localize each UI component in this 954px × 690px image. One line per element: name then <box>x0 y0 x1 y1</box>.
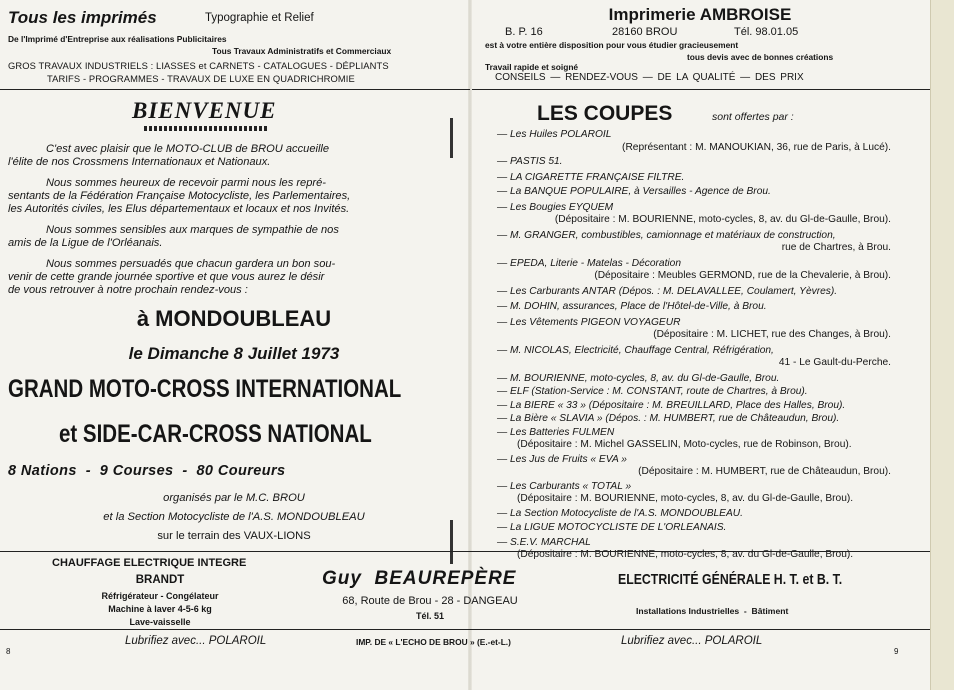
welcome-p3-l1: Nous sommes sensibles aux marques de sympathie de nos <box>46 224 339 236</box>
right-header-rule <box>472 89 930 90</box>
coupe-item: — Les Carburants ANTAR (Dépos. : M. DELAVALLEE, Coulamert, Yèvres). <box>497 285 838 297</box>
event-place: à MONDOUBLEAU <box>136 306 332 331</box>
coupe-item: — Les Batteries FULMEN (Dépositaire : M. Michel GASSELIN, Moto-cycles, rue de Robinson, Brou). <box>497 426 852 450</box>
event-org-2: et la Section Motocycliste de l'A.S. MONDOUBLEAU <box>103 511 365 523</box>
brandt-line3: Lave-vaisselle <box>129 617 191 627</box>
event-org-1: organisés par le M.C. BROU <box>163 492 305 504</box>
event-title-2: et SIDE-CAR-CROSS NATIONAL <box>59 420 372 448</box>
coupes-subtitle: sont offertes par : <box>712 111 794 123</box>
brandt-heading: CHAUFFAGE ELECTRIQUE INTEGRE <box>52 557 247 569</box>
brandt-line2: Machine à laver 4-5-6 kg <box>108 604 212 614</box>
coupe-item: — M. BOURIENNE, moto-cycles, 8, av. du Gl-de-Gaulle, Brou. <box>497 372 780 384</box>
coupe-item: — La Bière « SLAVIA » (Dépos. : M. HUMBERT, rue de Châteaudun, Brou). <box>497 413 840 424</box>
welcome-p1-l1: C'est avec plaisir que le MOTO-CLUB de BROU accueille <box>46 143 330 155</box>
coupe-item: — ELF (Station-Service : M. CONSTANT, route de Chartres, à Brou). <box>497 386 808 397</box>
footer-imprint: IMP. DE « L'ECHO DE BROU » (E.-et-L.) <box>356 637 511 647</box>
guy-name: Guy BEAUREPÈRE <box>322 568 517 589</box>
event-title-1: GRAND MOTO-CROSS INTERNATIONAL <box>8 375 402 403</box>
event-date: le Dimanche 8 Juillet 1973 <box>128 344 340 363</box>
footer-rule <box>0 629 930 630</box>
right-header-line3: Travail rapide et soigné <box>485 62 579 72</box>
left-header-line3: GROS TRAVAUX INDUSTRIELS : LIASSES et CARNETS - CATALOGUES - DÉPLIANTS <box>8 60 389 71</box>
coupe-item: — LA CIGARETTE FRANÇAISE FILTRE. <box>497 171 685 183</box>
welcome-p4-l1: Nous sommes persuadés que chacun gardera un bon sou- <box>46 258 336 270</box>
guy-address: 68, Route de Brou - 28 - DANGEAU <box>342 595 518 607</box>
guy-tel: Tél. 51 <box>415 611 444 621</box>
coupe-item: — La LIGUE MOTOCYCLISTE DE L'ORLEANAIS. <box>497 522 727 533</box>
welcome-p4-l3: de vous retrouver à notre prochain rendez-vous : <box>8 284 248 296</box>
coupe-item: — EPEDA, Literie - Matelas - Décoration (Dépositaire : Meubles GERMOND, rue de la Chevalerie, à Brou). <box>497 257 891 281</box>
coupe-item: — Les Huiles POLAROIL (Représentant : M. MANOUKIAN, 36, rue de Paris, à Lucé). <box>497 129 891 153</box>
coupe-item: — Les Bougies EYQUEM (Dépositaire : M. BOURIENNE, moto-cycles, 8, av. du Gl-de-Gaulle, Brou). <box>497 201 891 225</box>
coupes-list <box>497 129 891 562</box>
welcome-p2-l2: sentants de la Fédération Française Motocycliste, les Parlementaires, <box>8 190 351 202</box>
footer-lubrifiez-right: Lubrifiez avec... POLAROIL <box>621 635 763 647</box>
left-header-subtitle: Typographie et Relief <box>205 12 314 24</box>
coupes-title: LES COUPES <box>537 102 673 125</box>
coupe-item: — Les Carburants « TOTAL » (Dépositaire : M. BOURIENNE, moto-cycles, 8, av. du Gl-de-Gaulle, Brou). <box>497 480 854 504</box>
welcome-text <box>8 143 452 297</box>
left-header-title: Tous les imprimés <box>8 8 157 27</box>
coupe-item: — La Section Motocycliste de l'A.S. MONDOUBLEAU. <box>497 507 743 519</box>
elec-title: ELECTRICITÉ GÉNÉRALE H. T. et B. T. <box>618 571 843 588</box>
coupe-item: — M. NICOLAS, Electricité, Chauffage Central, Réfrigération, 41 - Le Gault-du-Perche. <box>497 344 891 368</box>
fold-mark <box>450 118 453 158</box>
coupe-item: — M. GRANGER, combustibles, camionnage et matériaux de construction, rue de Chartres, à Brou. <box>497 229 891 253</box>
right-header-slogan: CONSEILS — RENDEZ-VOUS — DE LA QUALITÉ — DES PRIX <box>495 72 804 83</box>
footer-lubrifiez-left: Lubrifiez avec... POLAROIL <box>125 635 267 647</box>
right-header-tel: Tél. 98.01.05 <box>734 26 799 38</box>
brandt-line1: Réfrigérateur - Congélateur <box>101 591 219 601</box>
right-header-line1: est à votre entière disposition pour vous étudier gracieusement <box>485 40 739 50</box>
ads-top-rule <box>0 551 930 552</box>
coupe-item: — S.E.V. MARCHAL (Dépositaire : M. BOURIENNE, moto-cycles, 8, av. du Gl-de-Gaulle, Brou). <box>497 536 854 560</box>
page-number-left: 8 <box>6 647 11 656</box>
coupe-item: — La BANQUE POPULAIRE, à Versailles - Agence de Brou. <box>497 186 771 197</box>
event-stats: 8 Nations - 9 Courses - 80 Coureurs <box>8 463 286 479</box>
welcome-p3-l2: amis de la Ligue de l'Orléanais. <box>8 237 163 249</box>
right-header-city: 28160 BROU <box>612 26 678 38</box>
coupe-item: — Les Jus de Fruits « EVA » (Dépositaire : M. HUMBERT, rue de Châteaudun, Brou). <box>497 453 891 477</box>
coupe-item: — M. DOHIN, assurances, Place de l'Hôtel-de-Ville, à Brou. <box>497 301 767 312</box>
welcome-p2-l3: les Autorités civiles, les Elus départementaux et locaux et nos Invités. <box>8 203 350 215</box>
right-header-bp: B. P. 16 <box>505 26 543 38</box>
coupe-item: — La BIERE « 33 » (Dépositaire : M. BREUILLARD, Place des Halles, Brou). <box>497 399 846 411</box>
coupe-item: — Les Vêtements PIGEON VOYAGEUR (Dépositaire : M. LICHET, rue des Changes, à Brou). <box>497 316 891 340</box>
welcome-p4-l2: venir de cette grande journée sportive et que vous aurez le désir <box>8 271 325 283</box>
welcome-title: BIENVENUE <box>132 98 277 123</box>
event-org-3: sur le terrain des VAUX-LIONS <box>157 530 311 542</box>
next-page-edge <box>930 0 954 690</box>
coupe-item: — PASTIS 51. <box>497 156 563 167</box>
left-header-line1: De l'Imprimé d'Entreprise aux réalisations Publicitaires <box>8 34 227 44</box>
right-header-title: Imprimerie AMBROISE <box>608 5 792 24</box>
page-number-right: 9 <box>894 647 899 656</box>
brandt-name: BRANDT <box>135 574 185 586</box>
elec-subtitle: Installations Industrielles - Bâtiment <box>636 606 789 616</box>
left-header-rule <box>0 89 470 90</box>
welcome-title-underline <box>144 126 268 131</box>
welcome-p1-l2: l'élite de nos Crossmens Internationaux et Nationaux. <box>8 156 271 168</box>
left-header-line4: TARIFS - PROGRAMMES - TRAVAUX DE LUXE EN QUADRICHROMIE <box>47 73 355 84</box>
welcome-p2-l1: Nous sommes heureux de recevoir parmi nous les repré- <box>46 177 326 189</box>
fold-mark <box>450 520 453 564</box>
left-header-line2: Tous Travaux Administratifs et Commerciaux <box>212 46 392 56</box>
right-header-line2: tous devis avec de bonnes créations <box>687 52 834 62</box>
